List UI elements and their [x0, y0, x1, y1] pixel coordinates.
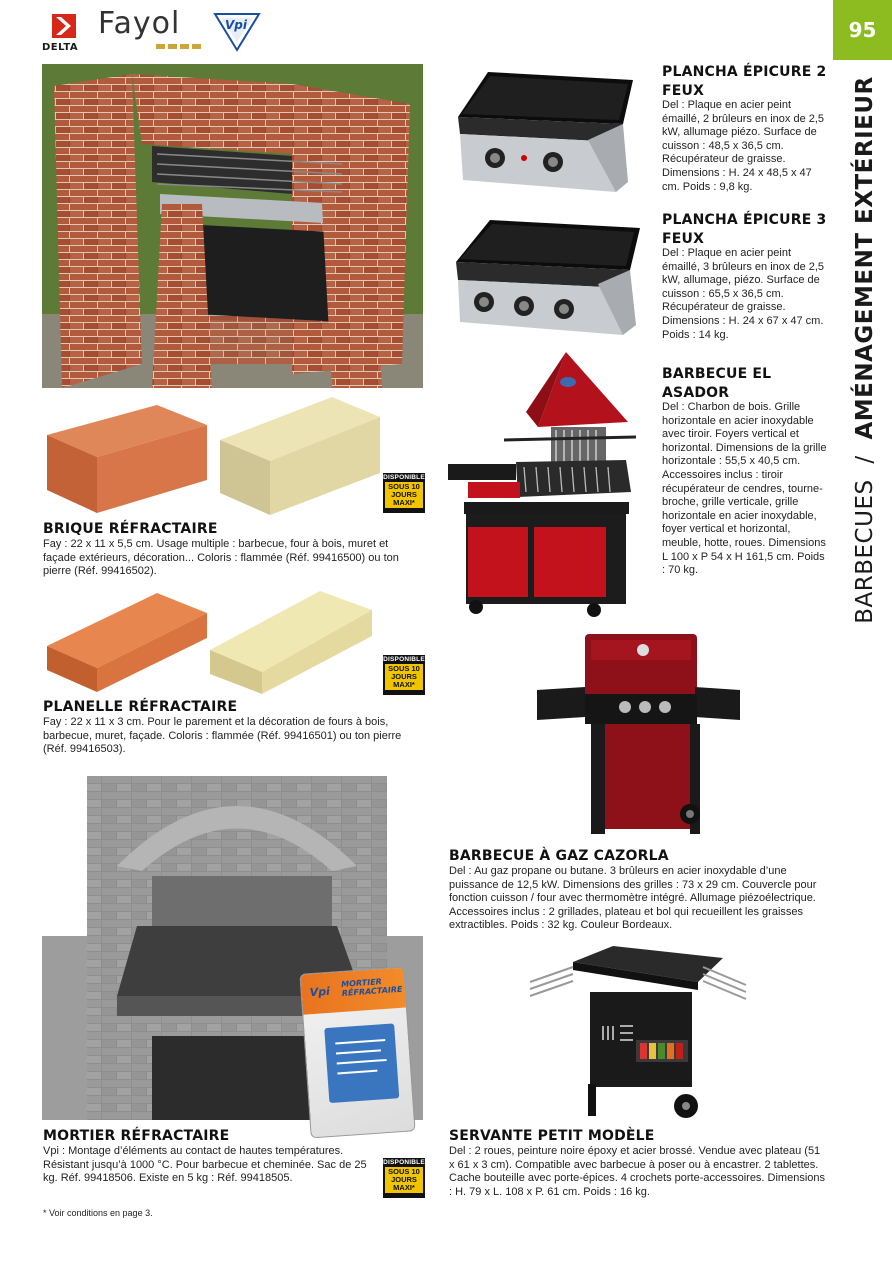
page-number: 95 [833, 0, 892, 60]
mortier-bag [299, 967, 415, 1139]
planelle-description: Fay : 22 x 11 x 3 cm. Pour le parement et la décoration de fours à bois, barbecue, muret, façade. Coloris : flammée (Réf. 99416501) ou ton pierre (Réf. 99416503). [43, 716, 402, 756]
bag-label: MORTIER RÉFRACTAIRE [340, 977, 403, 998]
brique-refractaire-photo [42, 395, 387, 520]
servante-description: Del : 2 roues, peinture noire époxy et acier brossé. Vendue avec plateau (51 x 61 x 3 cm). Compatible avec barbecue à poser ou à encastrer. 2 tablettes. Cache bouteille avec porte-épices. 4 crochets porte-accessoires. Dimensions : H. 79 x L. 108 x P. 61 cm. Poids : 16 kg. [449, 1145, 826, 1198]
cazorla-title: BARBECUE À GAZ CAZORLA [449, 848, 669, 864]
brick-barbecue-photo [42, 64, 423, 388]
sidebar-separator: / [852, 455, 878, 464]
plancha-2-feux-photo [448, 62, 648, 202]
availability-badge: DISPONIBLE SOUS 10 JOURS MAXI* [383, 1158, 425, 1198]
cazorla-photo [535, 632, 745, 842]
availability-badge: DISPONIBLE SOUS 10 JOURS MAXI* [383, 473, 425, 513]
brique-description: Fay : 22 x 11 x 5,5 cm. Usage multiple : barbecue, four à bois, muret et façade extérieurs, décoration... Coloris : flammée (Réf. 99416500) ou ton pierre (Réf. 99416502). [43, 538, 399, 578]
cazorla-description: Del : Au gaz propane ou butane. 3 brûleurs en acier inoxydable d’une puissance de 12,5 kW. Dimensions des grilles : 73 x 29 cm. Couvercle pour fonction cuisson / four avec thermomètre intégré. Allumage piézoélectrique. Accessoires inclus : 2 grillades, plateau et bol qui recueillent les graisses extractibles. Poids : 32 kg. Couleur Bordeaux. [449, 865, 817, 932]
availability-badge: DISPONIBLE SOUS 10 JOURS MAXI* [383, 655, 425, 695]
bag-brand: Vpi [309, 984, 331, 1000]
plancha-3-feux-description: Del : Plaque en acier peint émaillé, 3 brûleurs en inox de 2,5 kW, allumage, piézo. Surface de cuisson : 65,5 x 36,5 cm. Récupérateur de graisse. Dimensions : H. 24 x 67 x 47 cm. Poids : 14 kg. [662, 247, 825, 341]
sidebar-section: AMÉNAGEMENT EXTÉRIEUR [852, 76, 878, 440]
mortier-description: Vpi : Montage d’éléments au contact de hautes températures. Résistant jusqu’à 1000 °C. Pour barbecue et cheminée. Sac de 25 kg. Réf. 99418506. Existe en 5 kg : Réf. 99418505. [43, 1145, 367, 1185]
plancha-3-feux-title: PLANCHA ÉPICURE 3 FEUX [662, 212, 827, 247]
planelle-refractaire-photo [42, 588, 387, 696]
el-asador-photo [446, 352, 646, 620]
sidebar-category: BARBECUES [852, 479, 878, 624]
fayol-wordmark: Fayol [98, 6, 181, 41]
section-sidebar [845, 70, 885, 630]
servante-title: SERVANTE PETIT MODÈLE [449, 1128, 655, 1144]
servante-photo [528, 944, 750, 1124]
footnote: * Voir conditions en page 3. [43, 1208, 153, 1218]
brique-title: BRIQUE RÉFRACTAIRE [43, 521, 218, 537]
delta-label: DELTA [42, 42, 79, 53]
el-asador-title: BARBECUE EL ASADOR [662, 366, 772, 401]
mortier-title: MORTIER RÉFRACTAIRE [43, 1128, 230, 1144]
planelle-title: PLANELLE RÉFRACTAIRE [43, 699, 238, 715]
el-asador-description: Del : Charbon de bois. Grille horizontale en acier inoxydable avec tiroir. Foyers vertical et horizontal. Dimensions de la grille horizontale : 55,5 x 40,5 cm. Accessoires inclus : tiroir récupérateur de cendres, tourne-broche, grille verticale, grille horizontale en acier inoxydable, foyer vertical et horizontal, meuble, hotte, roues. Dimensions L 100 x P 54 x H 161,5 cm. Poids : 70 kg. [662, 401, 827, 577]
plancha-2-feux-description: Del : Plaque en acier peint émaillé, 2 brûleurs en inox de 2,5 kW, allumage piézo. Surface de cuisson : 48,5 x 36,5 cm. Récupérateur de graisse. Dimensions : H. 24 x 48,5 x 47 cm. Poids : 9,8 kg. [662, 99, 825, 193]
delta-arrow-icon [52, 14, 76, 38]
plancha-2-feux-title: PLANCHA ÉPICURE 2 FEUX [662, 64, 827, 99]
plancha-3-feux-photo [448, 210, 648, 340]
delta-logo [42, 14, 86, 54]
vpi-wordmark: Vpi [225, 18, 247, 32]
fayol-logo [98, 6, 206, 52]
vpi-logo [213, 12, 261, 52]
